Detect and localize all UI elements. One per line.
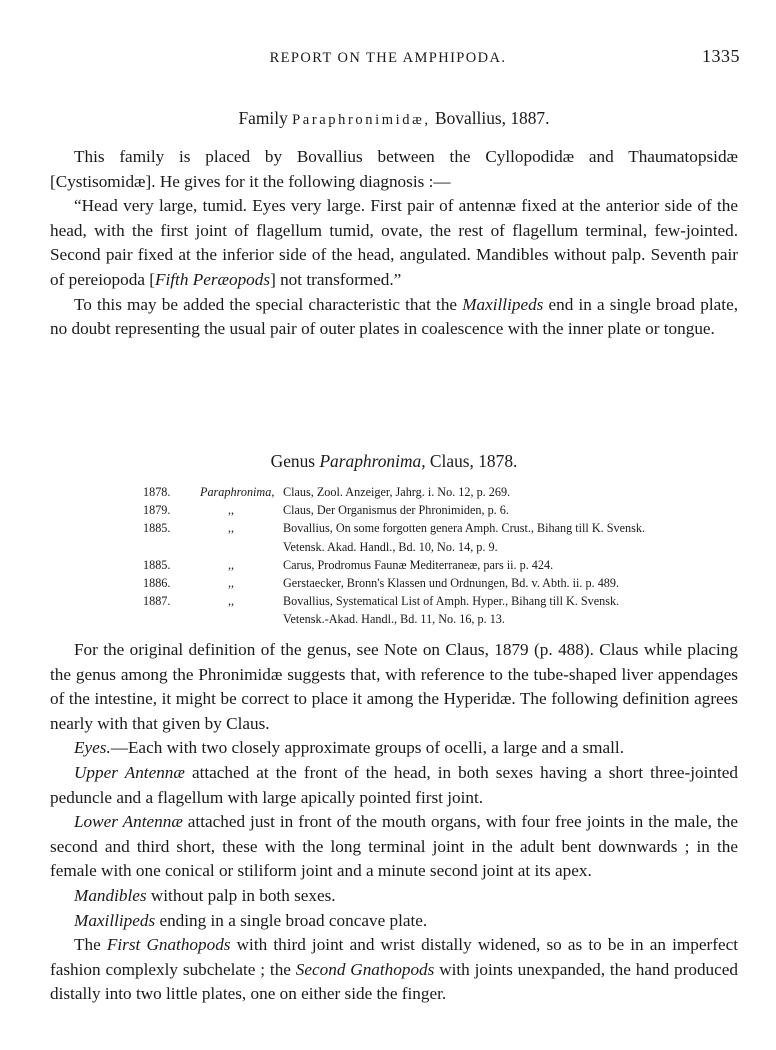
diagnosis-quote bbox=[50, 194, 738, 292]
synonymy-row bbox=[143, 556, 743, 574]
upper-antennae-label: Upper Antennæ bbox=[74, 762, 185, 782]
eyes-label: Eyes. bbox=[74, 738, 111, 758]
synonymy-row bbox=[143, 483, 743, 501]
synonymy-year: 1885. bbox=[143, 557, 171, 572]
lower-antennae-text: attached just in front of the mouth organs, with four free joints in the male, the second and third short, these with the long terminal joint in the adult bent downwards ; in the female with one conical or stiliform joint and a minute second joint at its apex. bbox=[50, 812, 738, 881]
synonymy-year: 1879. bbox=[143, 503, 171, 518]
synonymy-row bbox=[143, 501, 743, 519]
quote-emphasis: Fifth Peræopods bbox=[155, 269, 271, 289]
genus-heading bbox=[50, 449, 738, 474]
synonymy-row bbox=[143, 574, 743, 592]
synonymy-citation: Carus, Prodromus Faunæ Mediterraneæ, pars ii. p. 424. bbox=[283, 557, 554, 572]
synonymy-year: 1878. bbox=[143, 485, 171, 499]
family-text bbox=[50, 145, 738, 342]
family-heading-suffix: Bovallius, 1887. bbox=[434, 108, 550, 128]
synonymy-citation: Gerstaecker, Bronn's Klassen und Ordnungen, Bd. v. Abth. ii. p. 489. bbox=[283, 576, 620, 591]
synonymy-citation-continued: Vetensk.-Akad. Handl., Bd. 11, No. 16, p. 13. bbox=[283, 612, 505, 627]
upper-antennae-text: attached at the front of the head, in both sexes having a short three-jointed peduncle and a flagellum with large apically pointed first joint. bbox=[50, 762, 738, 807]
para2-text-b: end in a single broad plate, no doubt representing the usual pair of outer plates in coalescence with the inner plate or tongue. bbox=[50, 294, 739, 339]
first-gnathopods-label: First Gnathopods bbox=[106, 935, 231, 955]
page-number: 1335 bbox=[702, 46, 740, 66]
maxillipeds-label: Maxillipeds bbox=[74, 910, 156, 930]
synonymy-ditto: ,, bbox=[228, 557, 235, 572]
synonymy-citation: Bovallius, On some forgotten genera Amph. Crust., Bihang till K. Svensk. bbox=[283, 521, 645, 536]
quote-text-b: ] not transformed.” bbox=[270, 269, 402, 289]
family-paragraph-1a: This family is placed by Bovallius between the Cyllopodidæ and Thaumatopsidæ bbox=[74, 147, 738, 166]
genus-heading-prefix: Genus bbox=[270, 451, 316, 471]
gnathopods-text-c: with joints unexpanded, the hand produced distally into two little plates, one on either side the finger. bbox=[50, 959, 738, 1004]
definition-lower-antennae bbox=[50, 810, 738, 884]
synonymy-list bbox=[143, 483, 743, 629]
definition-gnathopods bbox=[50, 933, 738, 1007]
family-heading-prefix: Family bbox=[238, 108, 288, 128]
synonymy-ditto: ,, bbox=[228, 503, 235, 518]
para2-emphasis: Maxillipeds bbox=[462, 294, 544, 314]
synonymy-row bbox=[143, 519, 743, 537]
synonymy-ditto: ,, bbox=[228, 576, 235, 591]
para2-text-a: To this may be added the special characteristic that the bbox=[74, 294, 463, 314]
synonymy-citation: Claus, Zool. Anzeiger, Jahrg. i. No. 12, p. 269. bbox=[283, 485, 511, 499]
page-header bbox=[0, 46, 776, 70]
family-heading bbox=[50, 106, 738, 133]
synonymy-year: 1887. bbox=[143, 594, 171, 609]
synonymy-ditto: ,, bbox=[228, 594, 235, 609]
family-paragraph-1b: [Cystisomidæ]. He gives for it the following diagnosis :— bbox=[50, 171, 451, 191]
synonymy-year: 1886. bbox=[143, 576, 171, 591]
synonymy-citation: Claus, Der Organismus der Phronimiden, p. 6. bbox=[283, 503, 509, 518]
family-heading-name: Paraphronimidæ, bbox=[292, 112, 431, 128]
mandibles-text: without palp in both sexes. bbox=[146, 885, 336, 905]
definition-maxillipeds bbox=[50, 909, 738, 934]
genus-heading-name: Paraphronima, bbox=[319, 451, 426, 471]
gnathopods-text-b: with third joint and wrist distally widened, so as to be in an imperfect fashion complexly subchelate ; the bbox=[50, 935, 738, 979]
synonymy-ditto: ,, bbox=[228, 521, 235, 536]
family-paragraph-2 bbox=[50, 293, 738, 342]
eyes-text: —Each with two closely approximate groups of ocelli, a large and a small. bbox=[110, 738, 624, 758]
synonymy-name: Paraphronima, bbox=[200, 485, 275, 499]
definition-mandibles bbox=[50, 884, 738, 909]
second-gnathopods-label: Second Gnathopods bbox=[295, 959, 435, 979]
running-title: REPORT ON THE AMPHIPODA. bbox=[269, 50, 507, 66]
definition-intro: For the original definition of the genus, see Note on Claus, 1879 (p. 488). Claus while placing the genus among the Phronimidæ suggests that, with reference to the tube-shaped liver appendages of the intestine, it might be correct to place it among the Hyperidæ. The following definition agrees nearly with that given by Claus. bbox=[50, 640, 738, 733]
definition-upper-antennae bbox=[50, 761, 738, 810]
quote-text-a: “Head very large, tumid. Eyes very large. First pair of antennæ fixed at the anterior side of the head, with the first joint of flagellum tumid, ovate, the rest of flagellum terminal, few-jointed. Second pair fixed at the inferior side of the head, angulated. Mandibles without palp. Seventh pair of pereiopoda [ bbox=[50, 196, 738, 289]
lower-antennae-label: Lower Antennæ bbox=[74, 812, 183, 832]
synonymy-citation-continued: Vetensk. Akad. Handl., Bd. 10, No. 14, p. 9. bbox=[283, 539, 498, 554]
synonymy-year: 1885. bbox=[143, 521, 171, 536]
definition-eyes bbox=[50, 736, 738, 761]
maxillipeds-text: ending in a single broad concave plate. bbox=[155, 910, 428, 930]
genus-heading-suffix: Claus, 1878. bbox=[429, 451, 518, 471]
synonymy-citation: Bovallius, Systematical List of Amph. Hyper., Bihang till K. Svensk. bbox=[283, 594, 620, 609]
gnathopods-text-a: The bbox=[74, 935, 107, 955]
synonymy-row bbox=[143, 592, 743, 610]
genus-definition bbox=[50, 638, 738, 1007]
mandibles-label: Mandibles bbox=[74, 885, 147, 905]
